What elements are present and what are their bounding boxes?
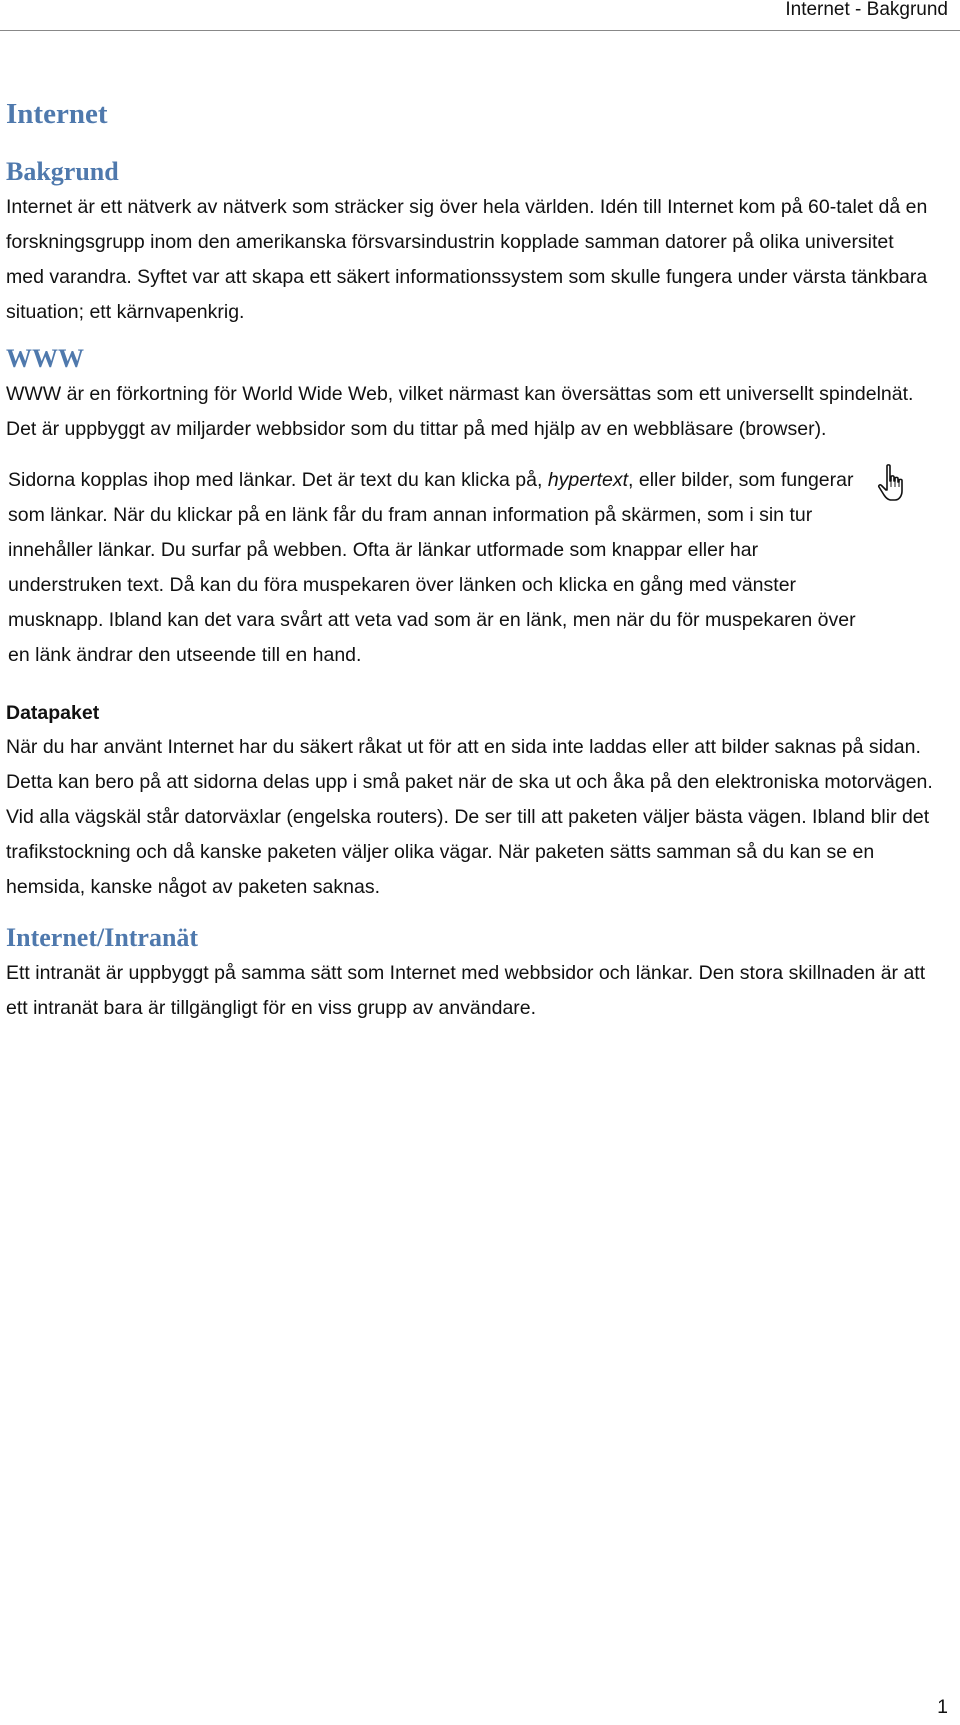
links-text-part1: Sidorna kopplas ihop med länkar. Det är text du kan klicka på,	[8, 469, 543, 491]
page-number: 1	[937, 1696, 948, 1718]
hand-pointer-icon	[876, 463, 912, 507]
links-text-hypertext: hypertext	[547, 469, 629, 491]
heading-www: WWW	[6, 344, 84, 373]
paragraph-intranat: Ett intranät är uppbyggt på samma sätt som Internet med webbsidor och länkar. Den stora skillnaden är att ett intranät bara är tillgängligt för en viss grupp av användare.	[6, 962, 926, 1019]
links-text-part2: , eller bilder, som fungerar som länkar. När du klickar på en länk får du fram annan information på skärmen, som i sin tur innehåller länkar. Du surfar på webben. Ofta är länkar utformade som knappar eller har understruken text. Då kan du föra muspekaren över länken och klicka en gång med vänster musknapp. Ibland kan det vara svårt att veta vad som är en länk, men när du för muspekaren över en länk ändrar den utseende till en hand.	[8, 469, 856, 666]
paragraph-links	[8, 463, 868, 673]
paragraph-www: WWW är en förkortning för World Wide Web, vilket närmast kan översättas som ett universellt spindelnät. Det är uppbyggt av miljarder webbsidor som du tittar på med hjälp av en webbläsare (browser).	[6, 383, 914, 440]
document-body	[6, 98, 936, 1026]
document-title: Internet	[6, 98, 108, 130]
paragraph-datapaket: När du har använt Internet har du säkert råkat ut för att en sida inte laddas eller att bilder saknas på sidan. Detta kan bero på att sidorna delas upp i små paket när de ska ut och åka på den elektroniska motorvägen. Vid alla vägskäl står datorväxlar (engelska routers). De ser till att paketen väljer bästa vägen. Ibland blir det trafikstockning och då kanske paketen väljer olika vägar. När paketen sätts samman så du kan se en hemsida, kanske något av paketen saknas.	[6, 736, 933, 898]
heading-intranat: Internet/Intranät	[6, 923, 199, 952]
links-block	[6, 463, 936, 673]
paragraph-bakgrund: Internet är ett nätverk av nätverk som sträcker sig över hela världen. Idén till Internet kom på 60-talet då en forskningsgrupp inom den amerikanska försvarsindustrin kopplade samman datorer på olika universitet med varandra. Syftet var att skapa ett säkert informationssystem som skulle fungera under värsta tänkbara situation; ett kärnvapenkrig.	[6, 196, 928, 323]
header-title: Internet - Bakgrund	[785, 0, 948, 20]
heading-datapaket: Datapaket	[6, 702, 100, 724]
heading-bakgrund: Bakgrund	[6, 157, 119, 186]
page-header	[0, 0, 960, 31]
